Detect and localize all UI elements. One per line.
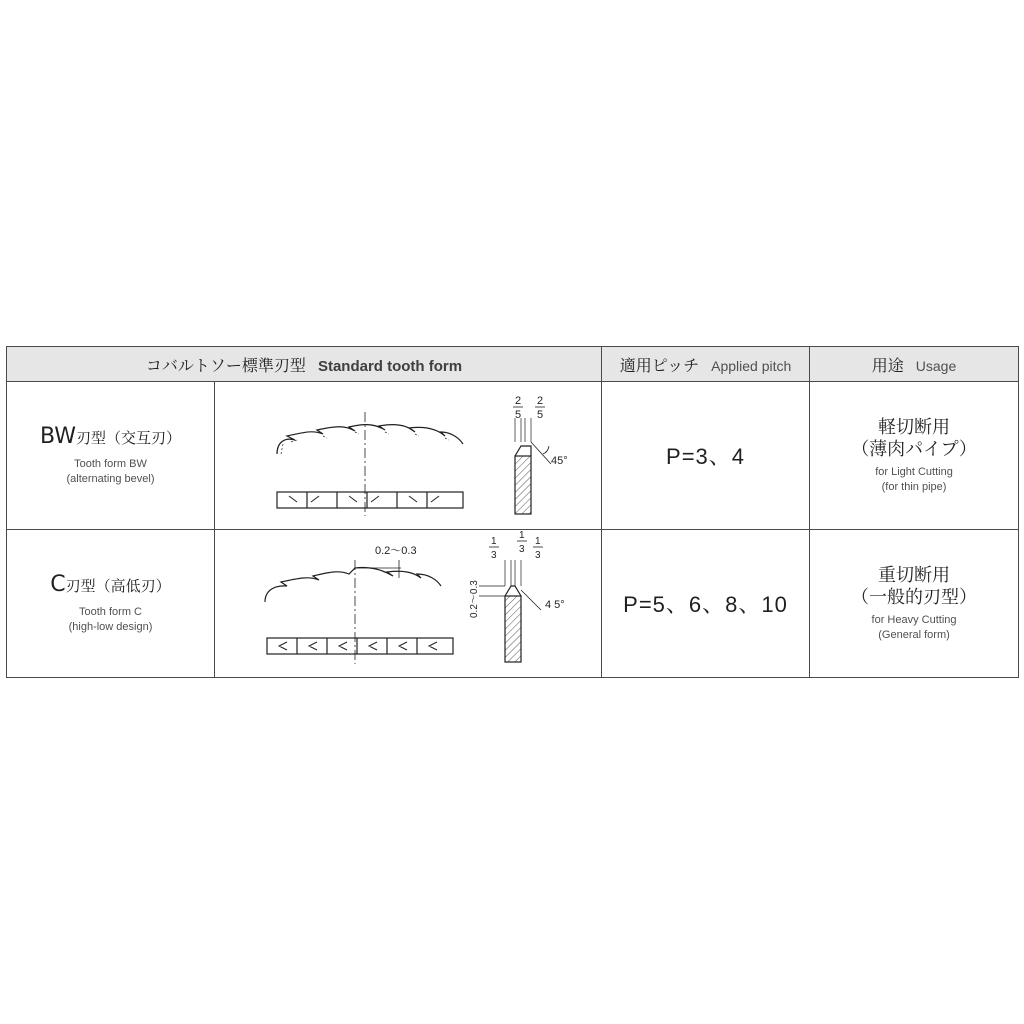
c-frac-1-den: 3: [491, 550, 497, 561]
bw-angle-arc: [543, 446, 549, 454]
bw-top-view-dividers: [307, 492, 427, 508]
c-frac-3-num: 1: [535, 536, 541, 547]
bw-frac-right-den: 5: [537, 409, 544, 421]
c-height-diff-label: 0.2～0.3: [375, 545, 417, 557]
c-tooth-diagram: [215, 530, 601, 677]
table-row-c: [7, 530, 1019, 678]
table-row-bw: [7, 382, 1019, 530]
usage-jp-1: 軽切断用: [878, 416, 951, 438]
tooth-form-table: [6, 346, 1019, 678]
c-frac-2-den: 3: [519, 544, 525, 555]
c-teeth-profile: [265, 567, 441, 602]
usage-cell: [810, 382, 1019, 530]
header-pitch: [602, 347, 810, 382]
usage-cell: [810, 530, 1019, 678]
pitch-value: P=5、6、8、10: [623, 592, 788, 617]
c-chamfer-marks: [279, 642, 437, 650]
usage-en-2: (General form): [878, 628, 950, 641]
tooth-diagram-cell: [215, 382, 602, 530]
tooth-name-cell: [7, 382, 215, 530]
header-form-jp: コバルトソー標準刃型: [145, 355, 306, 375]
tooth-name: [7, 424, 214, 451]
pitch-cell: [602, 530, 810, 678]
tooth-name-cell: [7, 530, 215, 678]
c-chamfer-edge: [505, 586, 521, 596]
usage-en-1: for Light Cutting: [875, 465, 953, 478]
bw-teeth-profile: [277, 425, 463, 454]
bw-frac-left-den: 5: [515, 409, 522, 421]
bw-tooth-diagram: [215, 382, 601, 529]
header-usage: [810, 347, 1019, 382]
bw-top-view: [277, 492, 463, 508]
header-pitch-jp: 適用ピッチ: [619, 355, 700, 375]
tooth-name-en-1: Tooth form C: [79, 606, 142, 618]
usage-jp-1: 重切断用: [878, 564, 951, 586]
c-cross-section: [505, 596, 521, 662]
tooth-name: [7, 572, 214, 599]
c-top-view: [267, 638, 453, 654]
tooth-name-main: C: [50, 572, 66, 597]
usage-jp-2: （薄肉パイプ）: [851, 438, 977, 460]
header-usage-en: Usage: [915, 357, 957, 374]
tooth-name-small: 刃型（高低刃）: [65, 577, 171, 595]
tooth-name-en-1: Tooth form BW: [74, 458, 147, 470]
bw-bevel-edge: [515, 446, 531, 456]
header-usage-jp: 用途: [871, 355, 904, 375]
bw-frac-right-num: 2: [537, 395, 544, 407]
c-angle-label: 4 5°: [545, 599, 565, 611]
c-frac-3-den: 3: [535, 550, 541, 561]
bw-bevel-marks: [289, 496, 439, 502]
tooth-name-en-2: (alternating bevel): [66, 473, 155, 485]
header-tooth-form: [7, 347, 602, 382]
header-pitch-en: Applied pitch: [711, 357, 792, 374]
c-side-dim-label: 0.2～0.3: [469, 580, 480, 618]
c-frac-2-num: 1: [519, 530, 525, 541]
pitch-value: P=3、4: [666, 444, 746, 469]
bw-angle-line: [531, 442, 551, 464]
tooth-name-small: 刃型（交互刃）: [76, 429, 182, 447]
bw-angle-label: 45°: [551, 455, 568, 467]
tooth-name-main: BW: [39, 424, 77, 449]
header-form-en: Standard tooth form: [317, 357, 463, 375]
tooth-name-en-2: (high-low design): [68, 621, 153, 633]
pitch-cell: [602, 382, 810, 530]
table-header-row: [7, 347, 1019, 382]
c-angle-line: [521, 590, 541, 610]
usage-en-2: (for thin pipe): [881, 480, 947, 493]
c-frac-1-num: 1: [491, 536, 497, 547]
usage-jp-2: （一般的刃型）: [851, 586, 978, 608]
tooth-diagram-cell: [215, 530, 602, 678]
usage-en-1: for Heavy Cutting: [871, 613, 957, 626]
bw-frac-left-num: 2: [515, 395, 522, 407]
bw-cross-section: [515, 456, 531, 514]
